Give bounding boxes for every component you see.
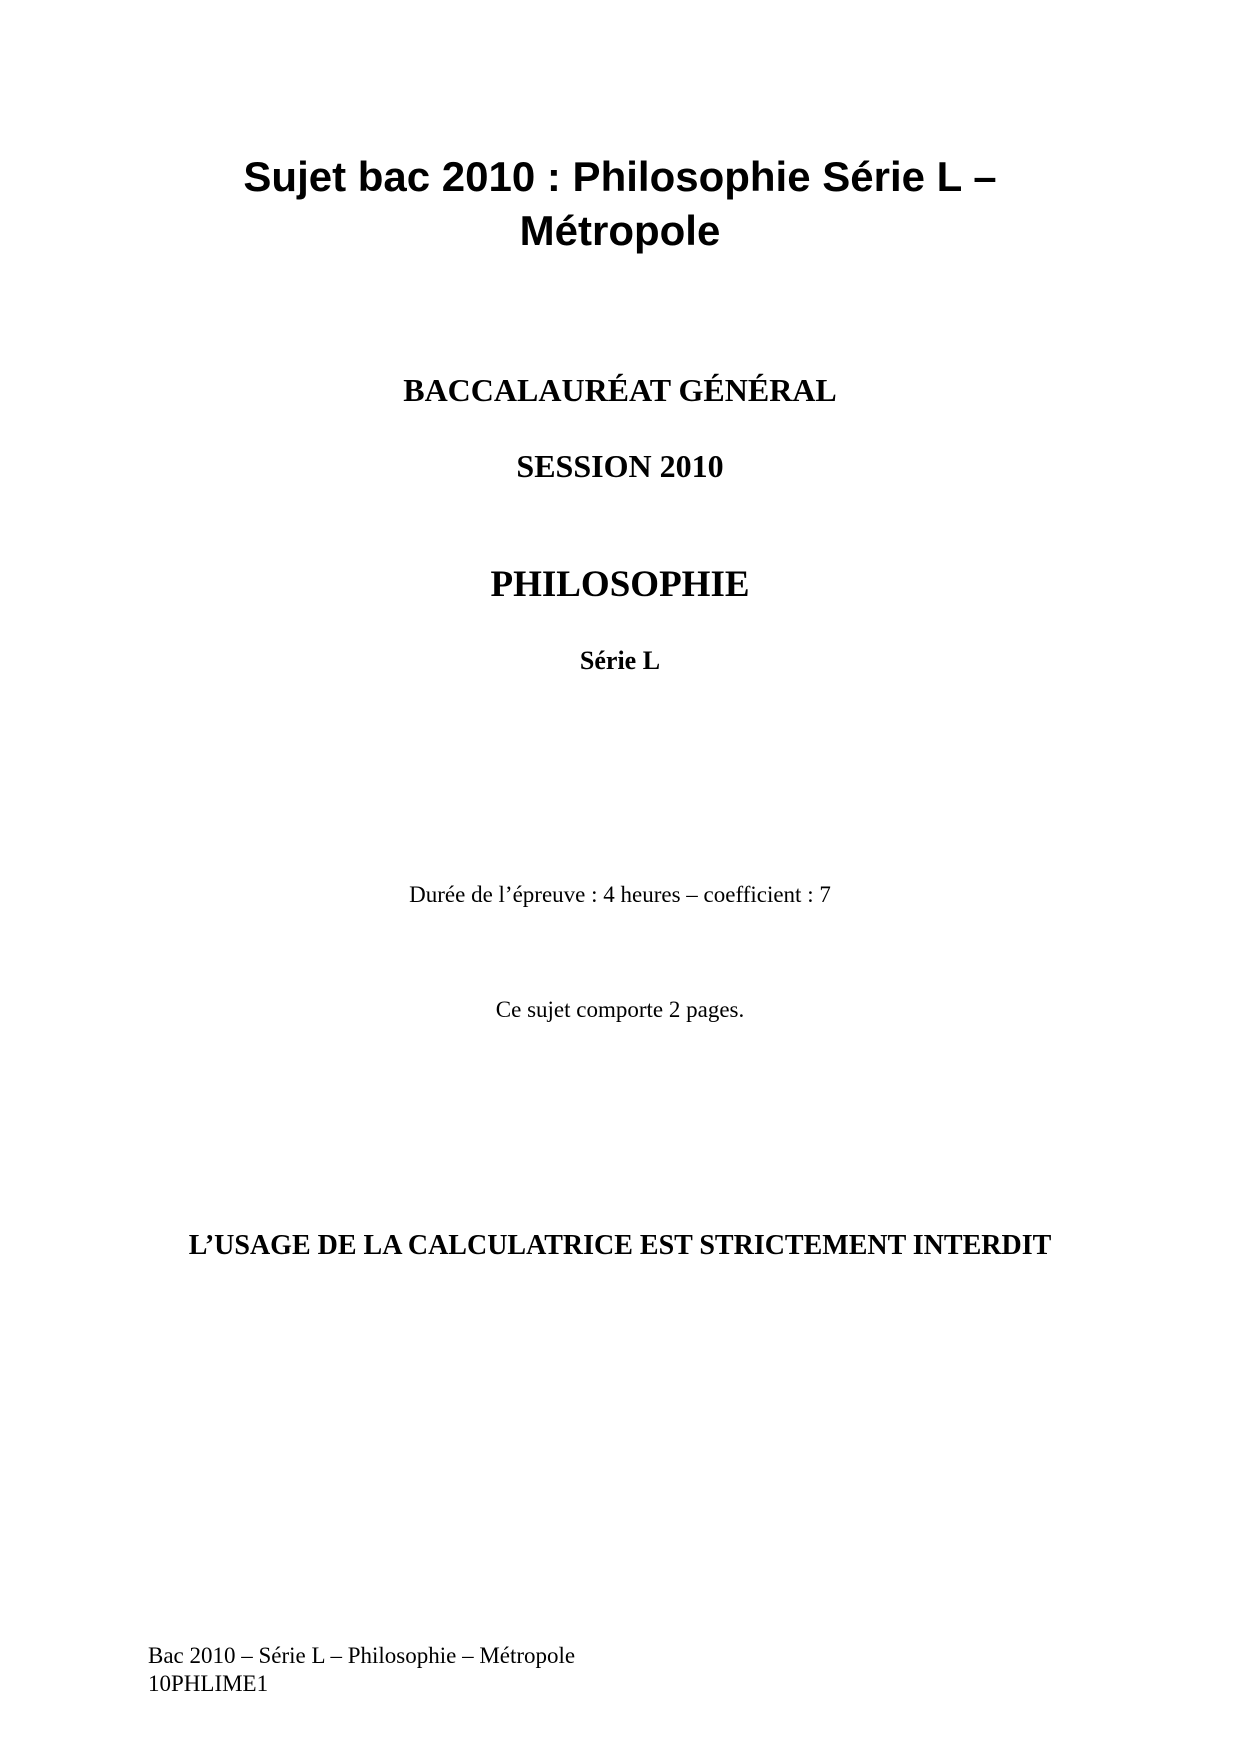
footer-line-1: Bac 2010 – Série L – Philosophie – Métropole [148,1643,576,1668]
exam-subject: PHILOSOPHIE [490,564,750,605]
exam-session: SESSION 2010 [516,448,724,484]
document-title-line-1: Sujet bac 2010 : Philosophie Série L – [243,153,997,200]
page-count-note: Ce sujet comporte 2 pages. [495,997,745,1022]
exam-series: Série L [579,646,661,675]
footer-line-2: 10PHLIME1 [148,1671,269,1696]
exam-name: BACCALAURÉAT GÉNÉRAL [403,372,837,408]
exam-duration: Durée de l’épreuve : 4 heures – coefficient : 7 [409,882,831,907]
document-title-line-2: Métropole [519,207,721,254]
calculator-notice: L’USAGE DE LA CALCULATRICE EST STRICTEMENT INTERDIT [188,1230,1052,1261]
page-footer [148,1642,575,1698]
document-title [0,150,1240,258]
